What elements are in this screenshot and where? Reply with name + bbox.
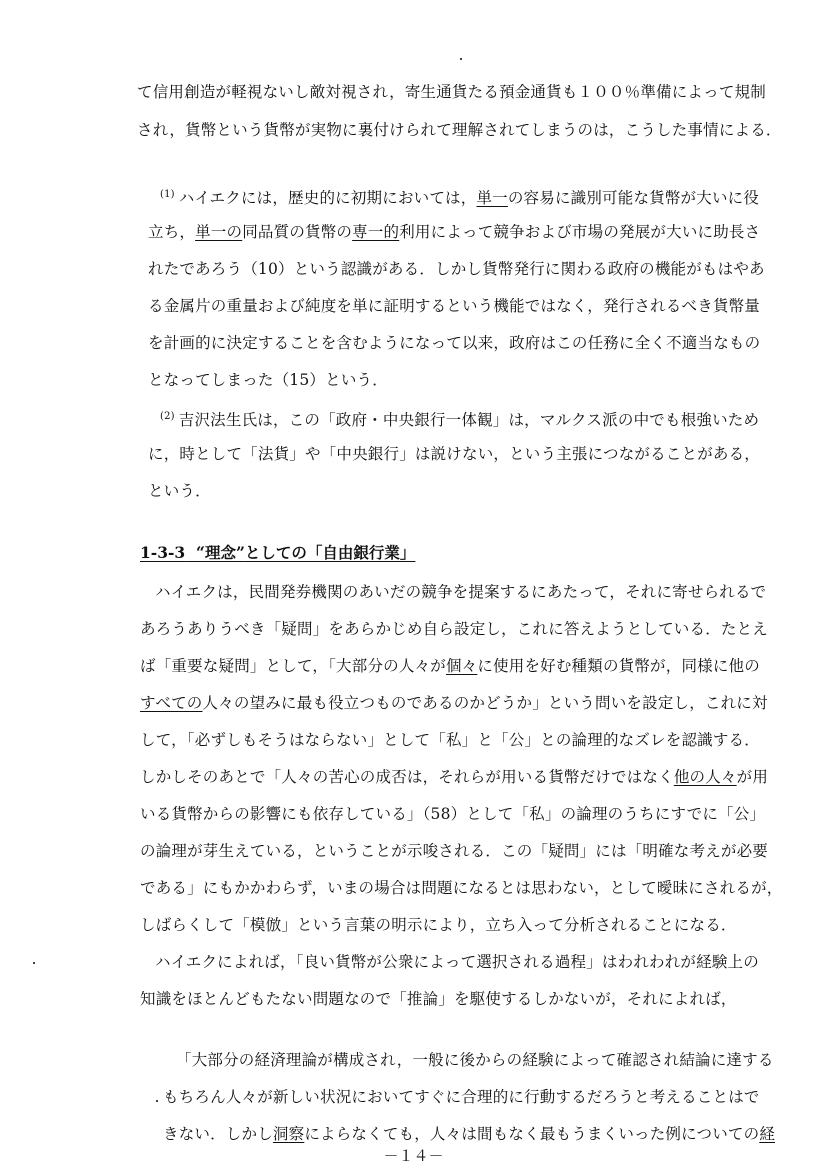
footnote-2-line: に，時として「法貨」や「中央銀行」は説けない，という主張につながることがある， <box>148 445 760 463</box>
page-number: －１４－ <box>383 1147 444 1165</box>
paragraph-line: て信用創造が軽視ないし敵対視され，寄生通貨たる預金通貨も１００％準備によって規制 <box>137 83 766 101</box>
paragraph-line: され，貨幣という貨幣が実物に裏付けられて理解されてしまうのは，こうした事情による． <box>137 121 782 139</box>
underlined-text: 個々 <box>445 657 478 675</box>
text-run: 利用によって競争および市場の発展が大いに助長さ <box>399 223 761 241</box>
section-number: 1-3-3 <box>140 543 186 562</box>
body-line <box>140 656 760 676</box>
text-run: の容易に識別可能な貨幣が大いに役 <box>507 189 760 208</box>
body-line: の論理が芽生えている，ということが示唆される．この「疑問」には「明確な考えが必要 <box>140 842 769 860</box>
quote-line: もちろん人々が新しい状況においてすぐに合理的に行動するだろうと考えることはで <box>163 1088 760 1106</box>
body-line: ハイエクによれば，「良い貨幣が公衆によって選択される過程」はわれわれが経験上の <box>155 953 759 971</box>
underlined-text: すべての <box>140 694 203 712</box>
underlined-text: 単一の <box>195 223 243 241</box>
footnote-marker: (1) <box>160 189 175 200</box>
quote-line <box>163 1124 775 1144</box>
footnote-1-line <box>148 222 760 242</box>
body-line: である」にもかかわらず，いまの場合は問題になるとは思わない，として曖昧にされるが， <box>140 879 783 897</box>
section-title-part: “理念” <box>196 543 245 562</box>
footnote-2-line <box>160 407 759 430</box>
footnote-1-line: を計画的に決定することを含むようになって以来，政府はこの任務に全く不適当なもの <box>148 334 761 352</box>
text-run: 同品質の貨幣の <box>242 223 353 241</box>
section-title-part: としての「自由銀行業」 <box>244 543 416 562</box>
underlined-text: 経 <box>759 1125 776 1143</box>
text-run: に使用を好む種類の貨幣が，同様に他の <box>477 657 760 675</box>
body-line <box>140 767 768 787</box>
text-run: 吉沢法生氏は，この「政府・中央銀行一体観」は，マルクス派の中でも根強いため <box>178 411 760 430</box>
scan-speck <box>33 962 35 964</box>
footnote-1-line <box>160 185 759 208</box>
body-line: いる貨幣からの影響にも依存している」（58）として「私」の論理のうちにすでに「公」 <box>140 805 766 823</box>
footnote-marker: (2) <box>160 411 175 422</box>
section-heading <box>140 543 415 563</box>
body-line <box>140 693 768 713</box>
underlined-text: 洞察 <box>272 1125 305 1143</box>
body-line: しばらくして「模倣」という言葉の明示により，立ち入って分析されることになる． <box>140 916 737 934</box>
scan-speck <box>156 1100 158 1102</box>
text-run: によらなくても，人々は間もなく最もうまくいった例についての <box>304 1125 760 1143</box>
footnote-2-line: という． <box>148 482 211 500</box>
underlined-text: 単一 <box>476 189 508 208</box>
text-run: が用 <box>736 768 769 786</box>
text-run: 立ち， <box>148 223 196 241</box>
text-run: しかしそのあとで「人々の苦心の成否は，それらが用いる貨幣だけではなく <box>140 768 674 786</box>
text-run: 人々の望みに最も役立つものであるのかどうか」という問いを設定し，これに対 <box>202 694 768 712</box>
body-line: ハイエクは，民間発券機関のあいだの競争を提案するにあたって，それに寄せられるで <box>155 583 767 601</box>
body-line: 知識をほとんどもたない問題なので「推論」を駆使するしかないが，それによれば， <box>140 990 737 1008</box>
footnote-1-line: となってしまった（15）という． <box>148 371 388 389</box>
underlined-text: 専一的 <box>352 223 400 241</box>
text-run: ハイエクには，歴史的に初期においては， <box>178 189 477 208</box>
body-line: あろうありうべき「疑問」をあらかじめ自ら設定し，これに答えようとしている．たとえ <box>140 620 769 638</box>
underlined-text: 他の人々 <box>673 768 737 786</box>
quote-line: 「大部分の経済理論が構成され，一般に後からの経験によって確認され結論に達する <box>176 1051 774 1069</box>
footnote-1-line: る金属片の重量および純度を単に証明するという機能ではなく，発行されるべき貨幣量 <box>148 297 760 315</box>
body-line: して，「必ずしもそうはならない」として「私」と「公」との論理的なズレを認識する． <box>140 731 760 749</box>
text-run: きない．しかし <box>163 1125 273 1143</box>
scan-speck <box>460 58 462 60</box>
text-run: ば「重要な疑問」として，「大部分の人々が <box>140 657 446 675</box>
footnote-1-line: れたであろう（10）という認識がある．しかし貨幣発行に関わる政府の機能がもはやあ <box>148 260 765 278</box>
